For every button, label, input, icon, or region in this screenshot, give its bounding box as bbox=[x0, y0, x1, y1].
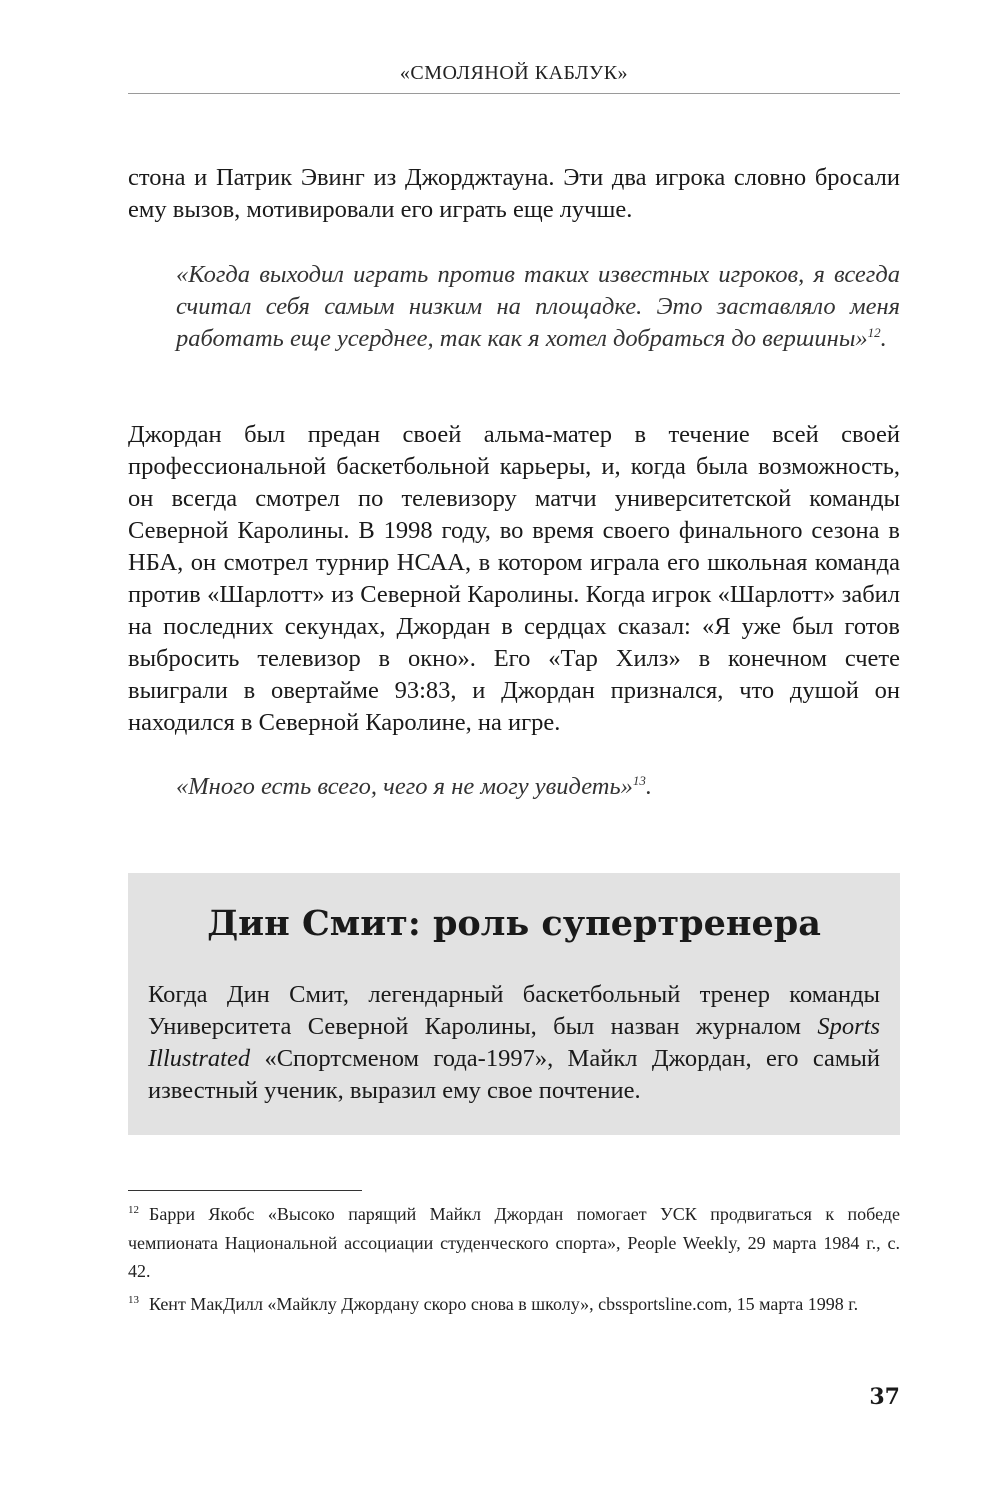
footnote-13 bbox=[128, 1290, 900, 1319]
sidebar-text-start: Когда Дин Смит, легендарный баскетбольный тренер команды Университета Северной Каролины, был назван журналом bbox=[148, 981, 880, 1040]
quote-1 bbox=[176, 259, 900, 355]
footnote-divider bbox=[128, 1190, 362, 1191]
quote-2-text: «Много есть всего, чего я не могу увидеть» bbox=[176, 773, 633, 800]
sidebar-box bbox=[128, 873, 900, 1135]
footnote-number: 13 bbox=[128, 1294, 139, 1306]
footnote-ref-12[interactable]: 12 bbox=[867, 324, 881, 340]
footnote-ref-13[interactable]: 13 bbox=[632, 772, 646, 788]
footnote-number: 12 bbox=[128, 1204, 139, 1216]
quote-2 bbox=[176, 771, 900, 803]
page-number: 37 bbox=[869, 1384, 900, 1410]
header-divider bbox=[128, 93, 900, 94]
paragraph-2: Джордан был предан своей альма-матер в течение всей своей профессиональной баскетбольной карьеры, и, когда была возможность, он всегда смотрел по телевизору матчи университетской команды Северной Каролины. В 1998 году, во время своего финального сезона в НБА, он смотрел турнир НСАА, в котором играла его школьная команда против «Шарлотт» из Северной Каролины. Когда игрок «Шарлотт» забил на последних секундах, Джордан в сердцах сказал: «Я уже был готов выбросить телевизор в окно». Его «Тар Хилз» в конечном счете выиграли в овертайме 93:83, и Джордан признался, что душой он находился в Северной Каролине, на игре. bbox=[128, 421, 900, 736]
sidebar-text bbox=[148, 979, 880, 1107]
footnote-text: Барри Якобс «Высоко парящий Майкл Джордан помогает УСК продвигаться к победе чемпионата Национальной ассоциации студенческого спорта», People Weekly, 29 марта 1984 г., с. 42. bbox=[128, 1204, 900, 1281]
sidebar-title: Дин Смит: роль супертренера bbox=[207, 903, 821, 944]
quote-1-end: . bbox=[880, 325, 887, 352]
quote-2-end: . bbox=[645, 773, 653, 800]
footnote-12 bbox=[128, 1200, 900, 1286]
quote-1-text: «Когда выходил играть против таких известных игроков, я всегда считал себя самым низким на площадке. Это заставляло меня работать еще усерднее, так как я хотел добраться до вершины» bbox=[176, 261, 900, 352]
magazine-title: Sports Illustrated bbox=[148, 1013, 880, 1072]
running-head: «СМОЛЯНОЙ КАБЛУК» bbox=[399, 62, 629, 84]
sidebar-text-end: «Спортсменом года-1997», Майкл Джордан, его самый известный ученик, выразил ему свое почтение. bbox=[148, 1045, 880, 1104]
footnote-text: Кент МакДилл «Майклу Джордану скоро снова в школу», cbssportsline.com, 15 марта 1998 г. bbox=[149, 1294, 859, 1314]
paragraph-1: стона и Патрик Эвинг из Джорджтауна. Эти два игрока словно бросали ему вызов, мотивировали его играть еще лучше. bbox=[128, 164, 900, 223]
